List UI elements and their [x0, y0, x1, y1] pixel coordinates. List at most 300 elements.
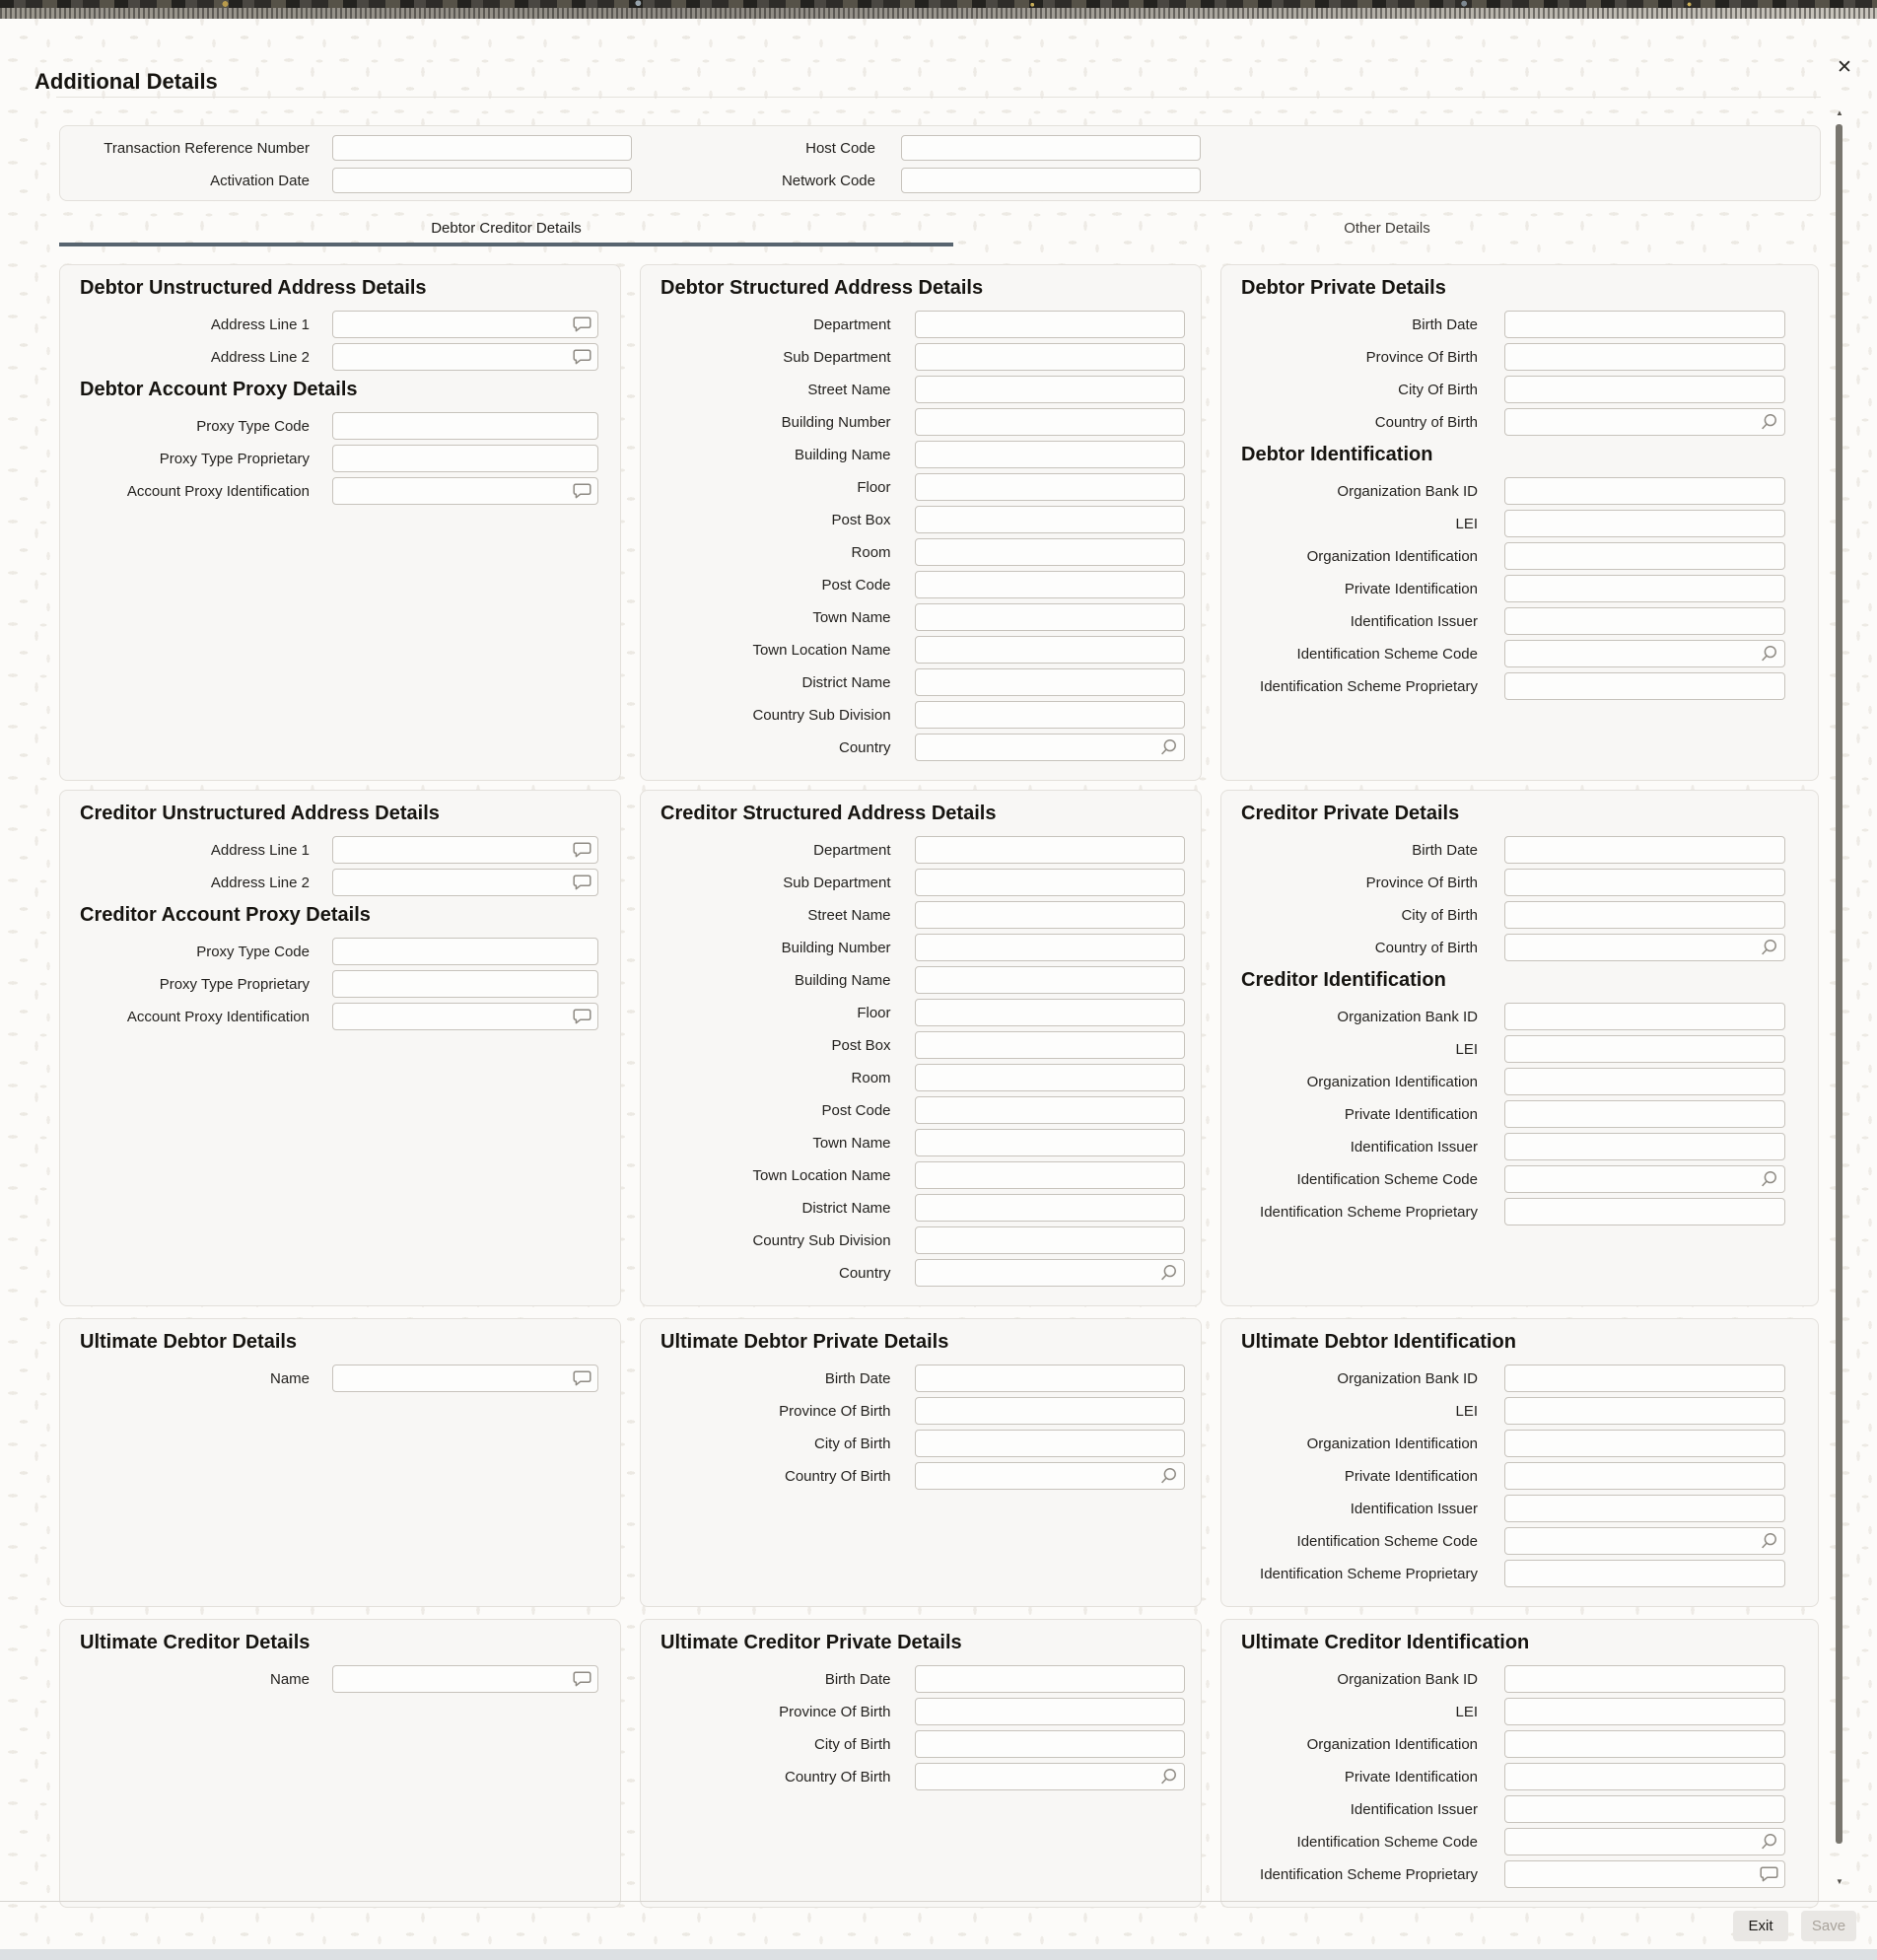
city-of-birth-label: City Of Birth	[1398, 381, 1478, 398]
field-row	[657, 506, 1185, 533]
field-row	[1237, 934, 1802, 961]
town-name-label: Town Name	[812, 608, 891, 626]
ultimate-debtor-private-city-of-birth-input[interactable]	[915, 1430, 1185, 1457]
ultimate-creditor-private-country-of-birth-input[interactable]	[915, 1763, 1185, 1790]
debtor-structured-address-floor-input[interactable]	[915, 473, 1185, 501]
creditor-structured-address-post-code-input[interactable]	[915, 1096, 1185, 1124]
field-row	[1237, 575, 1802, 602]
field-row	[1237, 1397, 1802, 1425]
address-line-1-label: Address Line 1	[210, 841, 310, 859]
field-row	[76, 970, 604, 998]
creditor-structured-address-street-name-input[interactable]	[915, 901, 1185, 929]
debtor-private-country-of-birth-input[interactable]	[1504, 408, 1785, 436]
ultimate-creditor-identification-organization-bank-id-input[interactable]	[1504, 1665, 1785, 1693]
field-row	[1237, 1698, 1802, 1725]
ultimate-debtor-identification-identification-scheme-code-input[interactable]	[1504, 1527, 1785, 1555]
country-of-birth-label: Country Of Birth	[784, 1768, 891, 1785]
lei-label: LEI	[1455, 1402, 1478, 1420]
field-row	[1237, 1665, 1802, 1693]
organization-identification-label: Organization Identification	[1306, 1435, 1478, 1452]
section-row-creditor	[59, 790, 1830, 1306]
section-row-ultimate-creditor	[59, 1619, 1830, 1908]
field-row	[657, 1096, 1185, 1124]
ultimate-debtor-identification-lei-input[interactable]	[1504, 1397, 1785, 1425]
debtor-structured-address-building-number-input[interactable]	[915, 408, 1185, 436]
field-row	[1237, 1068, 1802, 1095]
field-row	[1237, 1730, 1802, 1758]
creditor-private-lei-input[interactable]	[1504, 1035, 1785, 1063]
field-control	[332, 970, 598, 998]
identification-issuer-label: Identification Issuer	[1350, 612, 1478, 630]
tab-debtor-creditor-details[interactable]	[59, 213, 953, 246]
creditor-private-organization-bank-id-input[interactable]	[1504, 1003, 1785, 1030]
ultimate-creditor-private-panel	[640, 1619, 1202, 1908]
town-location-name-label: Town Location Name	[752, 641, 891, 659]
field-control	[915, 836, 1185, 864]
ultimate-creditor-private-birth-date-input[interactable]	[915, 1665, 1185, 1693]
ultimate-debtor-identification-panel	[1220, 1318, 1819, 1607]
field-control	[1504, 542, 1785, 570]
ultimate-debtor-identification-organization-bank-id-input[interactable]	[1504, 1365, 1785, 1392]
tab-label: Other Details	[1344, 219, 1430, 237]
ultimate-creditor-private-province-of-birth-input[interactable]	[915, 1698, 1185, 1725]
field-row	[1237, 1198, 1802, 1225]
field-row	[657, 1259, 1185, 1287]
field-row	[1237, 1003, 1802, 1030]
field-row	[76, 1003, 604, 1030]
transaction-reference-number-input[interactable]	[332, 135, 632, 161]
creditor-unstructured-address-panel	[59, 790, 621, 1306]
field-control	[1504, 1365, 1785, 1392]
field-control	[1504, 343, 1785, 371]
comment-icon[interactable]	[573, 875, 591, 890]
field-control	[1504, 1397, 1785, 1425]
comment-icon[interactable]	[573, 1009, 591, 1024]
page-top-texture	[0, 0, 1877, 8]
debtor-structured-address-town-name-input[interactable]	[915, 603, 1185, 631]
department-label: Department	[813, 841, 891, 859]
field-control	[915, 1129, 1185, 1156]
creditor-private-panel	[1220, 790, 1819, 1306]
field-control	[1504, 1860, 1785, 1888]
creditor-structured-address-department-input[interactable]	[915, 836, 1185, 864]
ultimate-debtor-identification-identification-scheme-proprietary-input[interactable]	[1504, 1560, 1785, 1587]
field-row	[1237, 477, 1802, 505]
debtor-unstructured-address-details-heading: Debtor Unstructured Address Details	[80, 277, 427, 299]
address-line-1-label: Address Line 1	[210, 315, 310, 333]
creditor-structured-address-town-location-name-input[interactable]	[915, 1161, 1185, 1189]
creditor-structured-address-floor-input[interactable]	[915, 999, 1185, 1026]
ultimate-debtor-private-details-heading: Ultimate Debtor Private Details	[660, 1331, 949, 1353]
field-control	[915, 603, 1185, 631]
field-control	[915, 668, 1185, 696]
creditor-structured-address-building-name-input[interactable]	[915, 966, 1185, 994]
ultimate-creditor-identification-identification-scheme-proprietary-input[interactable]	[1504, 1860, 1785, 1888]
creditor-unstructured-address-proxy-type-code-input[interactable]	[332, 938, 598, 965]
ultimate-debtor-identification-heading: Ultimate Debtor Identification	[1241, 1331, 1516, 1353]
creditor-structured-address-details-heading: Creditor Structured Address Details	[660, 803, 997, 824]
comment-icon[interactable]	[573, 1370, 591, 1386]
debtor-unstructured-address-panel	[59, 264, 621, 781]
activation-date-label: Activation Date	[210, 172, 310, 189]
field-row	[657, 734, 1185, 761]
debtor-private-organization-bank-id-input[interactable]	[1504, 477, 1785, 505]
search-icon[interactable]	[1760, 939, 1778, 957]
account-proxy-identification-label: Account Proxy Identification	[126, 1008, 310, 1025]
ultimate-creditor-identification-identification-scheme-code-input[interactable]	[1504, 1828, 1785, 1855]
birth-date-label: Birth Date	[824, 1670, 891, 1688]
field-row	[657, 1730, 1185, 1758]
host-code-input[interactable]	[901, 135, 1201, 161]
field-control	[915, 343, 1185, 371]
post-code-label: Post Code	[821, 1101, 891, 1119]
province-of-birth-label: Province Of Birth	[1365, 874, 1478, 891]
post-box-label: Post Box	[831, 511, 891, 528]
debtor-structured-address-street-name-input[interactable]	[915, 376, 1185, 403]
debtor-unstructured-address-proxy-type-code-input[interactable]	[332, 412, 598, 440]
creditor-structured-address-panel	[640, 790, 1202, 1306]
ultimate-creditor-identification-private-identification-input[interactable]	[1504, 1763, 1785, 1790]
search-icon[interactable]	[1760, 1833, 1778, 1852]
private-identification-label: Private Identification	[1344, 580, 1478, 597]
creditor-unstructured-address-proxy-type-proprietary-input[interactable]	[332, 970, 598, 998]
country-sub-division-label: Country Sub Division	[752, 1231, 891, 1249]
ultimate-creditor-details-panel	[59, 1619, 621, 1908]
field-row	[657, 603, 1185, 631]
ultimate-creditor-details-name-input[interactable]	[332, 1665, 598, 1693]
field-control	[1504, 1133, 1785, 1160]
field-row	[1237, 672, 1802, 700]
field-control	[1504, 869, 1785, 896]
field-control	[1504, 1527, 1785, 1555]
comment-icon[interactable]	[573, 842, 591, 858]
street-name-label: Street Name	[807, 381, 891, 398]
birth-date-label: Birth Date	[1412, 841, 1478, 859]
close-icon[interactable]: ✕	[1834, 57, 1855, 79]
field-control	[1504, 1430, 1785, 1457]
ultimate-debtor-private-birth-date-input[interactable]	[915, 1365, 1185, 1392]
creditor-private-private-identification-input[interactable]	[1504, 1100, 1785, 1128]
creditor-structured-address-post-box-input[interactable]	[915, 1031, 1185, 1059]
modal-body	[0, 97, 1830, 1908]
field-control	[1504, 1003, 1785, 1030]
ultimate-creditor-identification-organization-identification-input[interactable]	[1504, 1730, 1785, 1758]
search-icon[interactable]	[1159, 738, 1178, 757]
field-row	[76, 869, 604, 896]
field-control	[915, 1064, 1185, 1091]
creditor-unstructured-address-account-proxy-identification-input[interactable]	[332, 1003, 598, 1030]
debtor-unstructured-address-account-proxy-identification-input[interactable]	[332, 477, 598, 505]
field-row	[76, 938, 604, 965]
name-label: Name	[269, 1670, 310, 1688]
debtor-structured-address-building-name-input[interactable]	[915, 441, 1185, 468]
ultimate-debtor-identification-organization-identification-input[interactable]	[1504, 1430, 1785, 1457]
field-control	[1504, 934, 1785, 961]
field-control	[1504, 1035, 1785, 1063]
country-label: Country	[839, 738, 891, 756]
field-row	[657, 934, 1185, 961]
field-control	[332, 412, 598, 440]
creditor-unstructured-address-address-line-2-input[interactable]	[332, 869, 598, 896]
field-row	[1237, 1100, 1802, 1128]
activation-date-input[interactable]	[332, 168, 632, 193]
account-proxy-identification-label: Account Proxy Identification	[126, 482, 310, 500]
field-control	[1504, 1795, 1785, 1823]
debtor-private-city-of-birth-input[interactable]	[1504, 376, 1785, 403]
field-control	[915, 376, 1185, 403]
field-control	[332, 1665, 598, 1693]
debtor-structured-address-sub-department-input[interactable]	[915, 343, 1185, 371]
field-control	[915, 1031, 1185, 1059]
ultimate-debtor-private-province-of-birth-input[interactable]	[915, 1397, 1185, 1425]
creditor-structured-address-sub-department-input[interactable]	[915, 869, 1185, 896]
creditor-identification-heading: Creditor Identification	[1241, 969, 1446, 991]
search-icon[interactable]	[1159, 1768, 1178, 1786]
private-identification-label: Private Identification	[1344, 1105, 1478, 1123]
page-title: Additional Details	[35, 68, 218, 94]
creditor-private-city-of-birth-input[interactable]	[1504, 901, 1785, 929]
search-icon[interactable]	[1159, 1467, 1178, 1486]
debtor-structured-address-post-code-input[interactable]	[915, 571, 1185, 598]
search-icon[interactable]	[1760, 1170, 1778, 1189]
creditor-private-identification-issuer-input[interactable]	[1504, 1133, 1785, 1160]
field-control	[332, 477, 598, 505]
debtor-private-province-of-birth-input[interactable]	[1504, 343, 1785, 371]
network-code-input[interactable]	[901, 168, 1201, 193]
ultimate-creditor-identification-identification-issuer-input[interactable]	[1504, 1795, 1785, 1823]
field-row	[1237, 1430, 1802, 1457]
creditor-structured-address-room-input[interactable]	[915, 1064, 1185, 1091]
town-name-label: Town Name	[812, 1134, 891, 1152]
creditor-private-identification-scheme-code-input[interactable]	[1504, 1165, 1785, 1193]
identification-scheme-proprietary-label: Identification Scheme Proprietary	[1260, 1203, 1478, 1221]
tab-other-details[interactable]	[953, 213, 1821, 246]
private-identification-label: Private Identification	[1344, 1768, 1478, 1785]
field-control	[1504, 311, 1785, 338]
field-row	[657, 869, 1185, 896]
ultimate-creditor-identification-heading: Ultimate Creditor Identification	[1241, 1632, 1530, 1653]
field-control	[915, 869, 1185, 896]
debtor-structured-address-post-box-input[interactable]	[915, 506, 1185, 533]
field-row	[1237, 1560, 1802, 1587]
creditor-private-country-of-birth-input[interactable]	[1504, 934, 1785, 961]
search-icon[interactable]	[1760, 1532, 1778, 1551]
sections-area	[59, 264, 1830, 1908]
debtor-private-organization-identification-input[interactable]	[1504, 542, 1785, 570]
identification-issuer-label: Identification Issuer	[1350, 1138, 1478, 1155]
comment-icon[interactable]	[573, 316, 591, 332]
ultimate-creditor-identification-lei-input[interactable]	[1504, 1698, 1785, 1725]
debtor-structured-address-town-location-name-input[interactable]	[915, 636, 1185, 664]
department-label: Department	[813, 315, 891, 333]
creditor-structured-address-country-input[interactable]	[915, 1259, 1185, 1287]
creditor-structured-address-district-name-input[interactable]	[915, 1194, 1185, 1222]
debtor-structured-address-country-input[interactable]	[915, 734, 1185, 761]
comment-icon[interactable]	[573, 483, 591, 499]
field-row	[657, 701, 1185, 729]
ultimate-debtor-private-panel	[640, 1318, 1202, 1607]
field-control	[915, 1397, 1185, 1425]
debtor-private-birth-date-input[interactable]	[1504, 311, 1785, 338]
field-row	[76, 343, 604, 371]
ultimate-debtor-details-name-input[interactable]	[332, 1365, 598, 1392]
field-control	[1504, 1763, 1785, 1790]
country-of-birth-label: Country of Birth	[1374, 939, 1478, 956]
province-of-birth-label: Province Of Birth	[779, 1402, 891, 1420]
debtor-private-identification-scheme-code-input[interactable]	[1504, 640, 1785, 667]
field-control	[1504, 672, 1785, 700]
field-control	[915, 1430, 1185, 1457]
ultimate-debtor-private-country-of-birth-input[interactable]	[915, 1462, 1185, 1490]
field-row	[657, 836, 1185, 864]
creditor-private-birth-date-input[interactable]	[1504, 836, 1785, 864]
field-row	[657, 1365, 1185, 1392]
country-of-birth-label: Country Of Birth	[784, 1467, 891, 1485]
debtor-private-private-identification-input[interactable]	[1504, 575, 1785, 602]
debtor-unstructured-address-proxy-type-proprietary-input[interactable]	[332, 445, 598, 472]
scroll-up-icon[interactable]: ▲	[1836, 108, 1843, 117]
search-icon[interactable]	[1760, 413, 1778, 432]
lei-label: LEI	[1455, 1040, 1478, 1058]
field-row	[1237, 869, 1802, 896]
field-control	[915, 1730, 1185, 1758]
field-control	[915, 408, 1185, 436]
field-control	[1504, 901, 1785, 929]
organization-identification-label: Organization Identification	[1306, 1735, 1478, 1753]
field-control	[915, 473, 1185, 501]
creditor-unstructured-address-address-line-1-input[interactable]	[332, 836, 598, 864]
field-control	[915, 506, 1185, 533]
debtor-private-identification-scheme-proprietary-input[interactable]	[1504, 672, 1785, 700]
field-row	[657, 1161, 1185, 1189]
save-button[interactable]: Save	[1801, 1911, 1856, 1941]
city-of-birth-label: City of Birth	[814, 1435, 891, 1452]
field-control	[915, 966, 1185, 994]
district-name-label: District Name	[801, 1199, 891, 1217]
debtor-structured-address-district-name-input[interactable]	[915, 668, 1185, 696]
ultimate-creditor-private-city-of-birth-input[interactable]	[915, 1730, 1185, 1758]
creditor-structured-address-country-sub-division-input[interactable]	[915, 1226, 1185, 1254]
comment-icon[interactable]	[1760, 1866, 1778, 1882]
field-control	[332, 1365, 598, 1392]
field-row	[76, 311, 604, 338]
lei-label: LEI	[1455, 515, 1478, 532]
field-row	[657, 1064, 1185, 1091]
post-box-label: Post Box	[831, 1036, 891, 1054]
creditor-structured-address-building-number-input[interactable]	[915, 934, 1185, 961]
organization-bank-id-label: Organization Bank ID	[1337, 1008, 1478, 1025]
identification-scheme-code-label: Identification Scheme Code	[1296, 645, 1478, 663]
field-control	[332, 869, 598, 896]
country-sub-division-label: Country Sub Division	[752, 706, 891, 724]
scrollbar-thumb[interactable]	[1836, 124, 1842, 1844]
building-number-label: Building Number	[781, 413, 891, 431]
field-row	[657, 636, 1185, 664]
sub-department-label: Sub Department	[783, 348, 891, 366]
field-row	[76, 477, 604, 505]
debtor-private-identification-issuer-input[interactable]	[1504, 607, 1785, 635]
field-row	[1237, 343, 1802, 371]
header-row	[76, 168, 1820, 193]
field-control	[915, 934, 1185, 961]
debtor-structured-address-details-heading: Debtor Structured Address Details	[660, 277, 984, 299]
debtor-structured-address-country-sub-division-input[interactable]	[915, 701, 1185, 729]
debtor-structured-address-department-input[interactable]	[915, 311, 1185, 338]
creditor-private-province-of-birth-input[interactable]	[1504, 869, 1785, 896]
debtor-unstructured-address-address-line-1-input[interactable]	[332, 311, 598, 338]
field-control	[915, 1194, 1185, 1222]
town-location-name-label: Town Location Name	[752, 1166, 891, 1184]
ultimate-debtor-identification-private-identification-input[interactable]	[1504, 1462, 1785, 1490]
field-row	[657, 376, 1185, 403]
lei-label: LEI	[1455, 1703, 1478, 1720]
field-row	[657, 473, 1185, 501]
field-control	[915, 901, 1185, 929]
debtor-private-lei-input[interactable]	[1504, 510, 1785, 537]
comment-icon[interactable]	[573, 1671, 591, 1687]
debtor-unstructured-address-address-line-2-input[interactable]	[332, 343, 598, 371]
field-control	[1504, 1100, 1785, 1128]
comment-icon[interactable]	[573, 349, 591, 365]
creditor-private-organization-identification-input[interactable]	[1504, 1068, 1785, 1095]
debtor-structured-address-panel	[640, 264, 1202, 781]
field-row	[76, 1365, 604, 1392]
scroll-down-icon[interactable]: ▼	[1836, 1877, 1843, 1886]
debtor-account-proxy-details-heading: Debtor Account Proxy Details	[80, 379, 358, 400]
field-control	[915, 1096, 1185, 1124]
field-row	[657, 999, 1185, 1026]
creditor-private-identification-scheme-proprietary-input[interactable]	[1504, 1198, 1785, 1225]
ultimate-debtor-details-heading: Ultimate Debtor Details	[80, 1331, 298, 1353]
field-row	[657, 668, 1185, 696]
field-row	[1237, 1035, 1802, 1063]
field-control	[1504, 510, 1785, 537]
field-row	[1237, 1365, 1802, 1392]
field-control	[915, 1462, 1185, 1490]
tab-bar	[59, 213, 1821, 246]
field-row	[657, 441, 1185, 468]
page-top-texture-lower	[0, 8, 1877, 19]
field-control	[915, 1259, 1185, 1287]
field-control	[915, 1698, 1185, 1725]
field-row	[657, 1665, 1185, 1693]
search-icon[interactable]	[1760, 645, 1778, 664]
ultimate-debtor-identification-identification-issuer-input[interactable]	[1504, 1495, 1785, 1522]
field-row	[1237, 1495, 1802, 1522]
field-control	[915, 1665, 1185, 1693]
creditor-structured-address-town-name-input[interactable]	[915, 1129, 1185, 1156]
search-icon[interactable]	[1159, 1264, 1178, 1283]
debtor-structured-address-room-input[interactable]	[915, 538, 1185, 566]
private-identification-label: Private Identification	[1344, 1467, 1478, 1485]
field-control	[1504, 477, 1785, 505]
field-row	[657, 1462, 1185, 1490]
creditor-account-proxy-details-heading: Creditor Account Proxy Details	[80, 904, 371, 926]
field-control	[915, 636, 1185, 664]
field-control	[332, 938, 598, 965]
ultimate-creditor-details-heading: Ultimate Creditor Details	[80, 1632, 311, 1653]
tab-label: Debtor Creditor Details	[431, 219, 582, 237]
name-label: Name	[269, 1369, 310, 1387]
field-row	[1237, 836, 1802, 864]
field-control	[1504, 575, 1785, 602]
field-control	[1504, 1560, 1785, 1587]
debtor-identification-heading: Debtor Identification	[1241, 444, 1433, 465]
exit-button[interactable]: Exit	[1733, 1911, 1788, 1941]
room-label: Room	[851, 1069, 891, 1086]
identification-issuer-label: Identification Issuer	[1350, 1800, 1478, 1818]
field-control	[1504, 376, 1785, 403]
